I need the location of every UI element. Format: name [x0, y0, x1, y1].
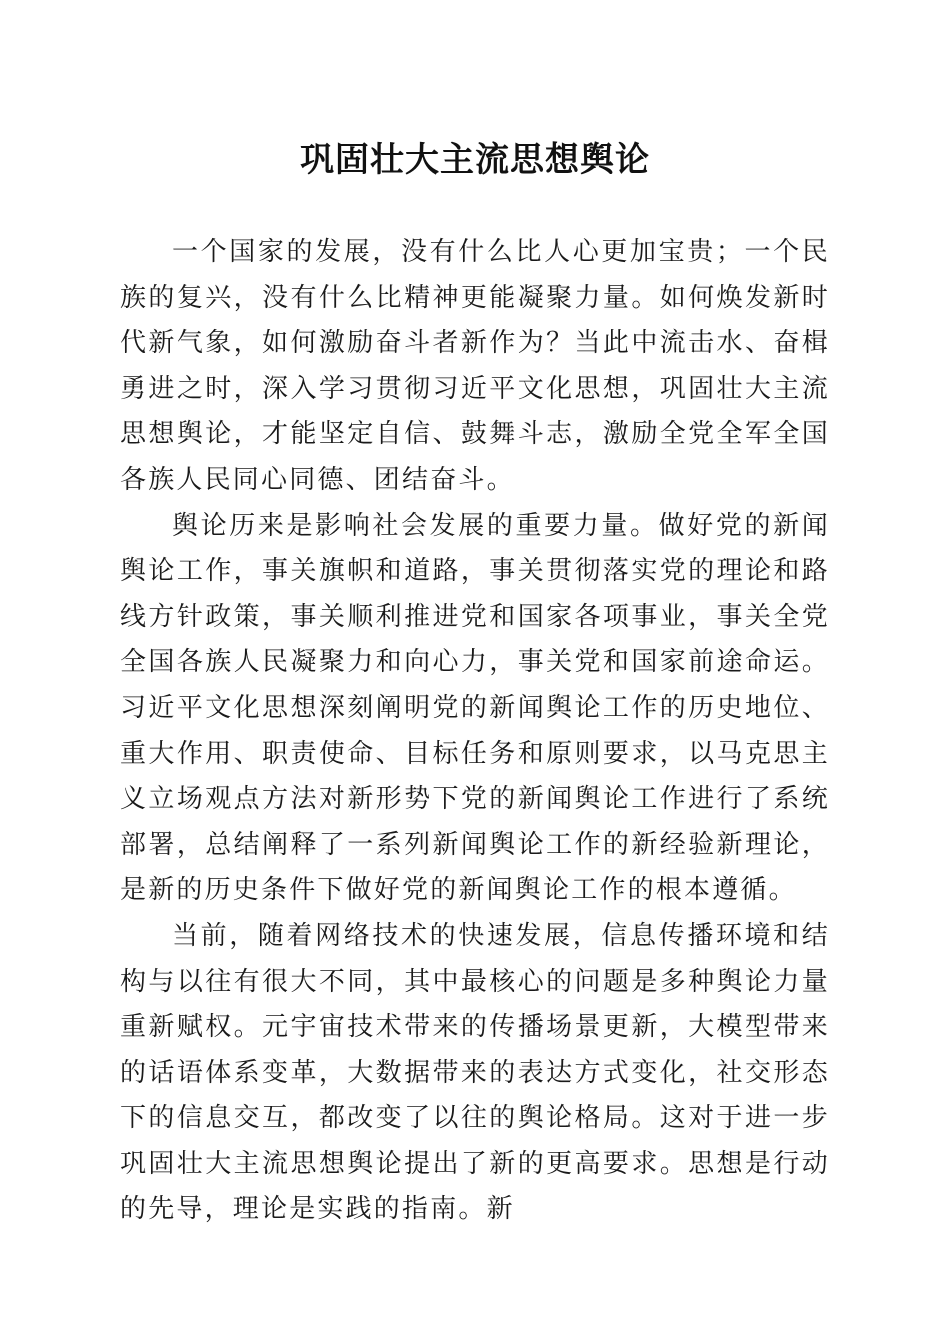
document-title: 巩固壮大主流思想舆论 [300, 140, 650, 180]
paragraph-2: 舆论历来是影响社会发展的重要力量。做好党的新闻舆论工作，事关旗帜和道路，事关贯彻落实党的理论和路线方针政策，事关顺利推进党和国家各项事业，事关全党全国各族人民凝聚力和向心力，事关党和国家前途命运。习近平文化思想深刻阐明党的新闻舆论工作的历史地位、重大作用、职责使命、目标任务和原则要求，以马克思主义立场观点方法对新形势下党的新闻舆论工作进行了系统部署，总结阐释了一系列新闻舆论工作的新经验新理论，是新的历史条件下做好党的新闻舆论工作的根本遵循。 [120, 510, 830, 906]
document-body [120, 230, 830, 1233]
paragraph-1: 一个国家的发展，没有什么比人心更加宝贵；一个民族的复兴，没有什么比精神更能凝聚力量。如何焕发新时代新气象，如何激励奋斗者新作为？当此中流击水、奋楫勇进之时，深入学习贯彻习近平文化思想，巩固壮大主流思想舆论，才能坚定自信、鼓舞斗志，激励全党全军全国各族人民同心同德、团结奋斗。 [120, 237, 830, 495]
paragraph-3: 当前，随着网络技术的快速发展，信息传播环境和结构与以往有很大不同，其中最核心的问题是多种舆论力量重新赋权。元宇宙技术带来的传播场景更新，大模型带来的话语体系变革，大数据带来的表达方式变化，社交形态下的信息交互，都改变了以往的舆论格局。这对于进一步巩固壮大主流思想舆论提出了新的更高要求。思想是行动的先导，理论是实践的指南。新 [120, 920, 830, 1225]
